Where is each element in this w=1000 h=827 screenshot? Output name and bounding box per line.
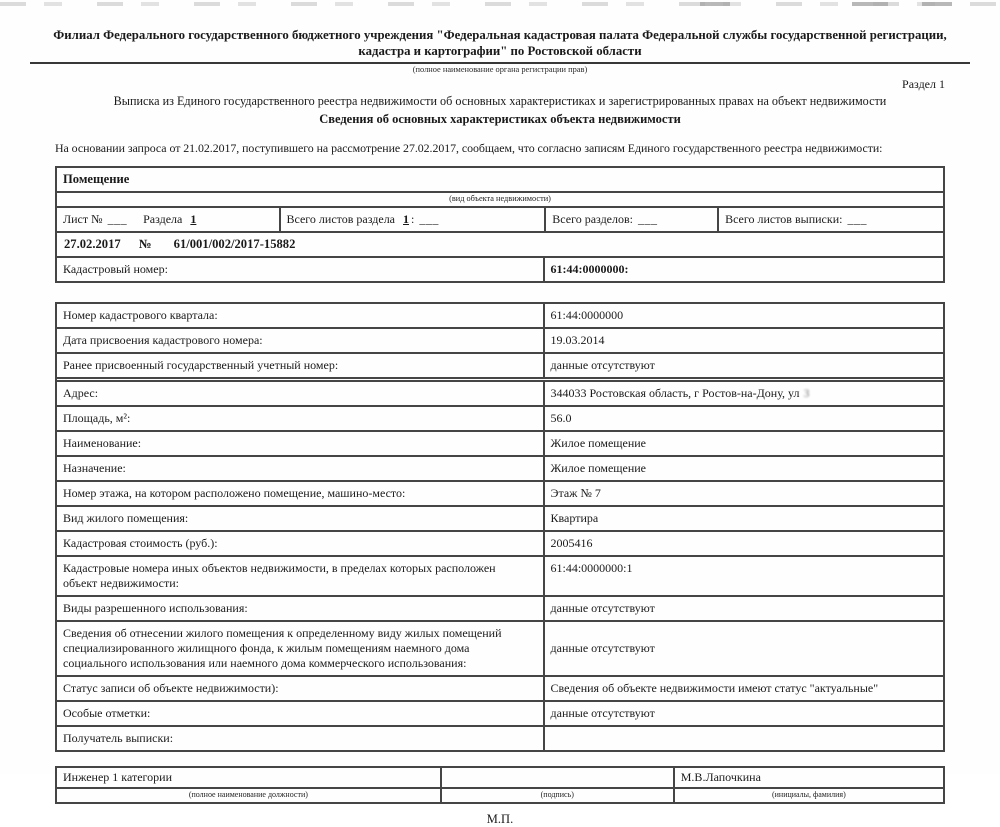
table-row: [57, 380, 943, 405]
row-label: Вид жилого помещения:: [63, 511, 189, 525]
sheet-label: Лист №: [63, 212, 103, 226]
header-rule: [30, 62, 970, 64]
extract-number: 61/001/002/2017-15882: [173, 237, 296, 251]
row-label: Получатель выписки:: [63, 731, 174, 745]
row-label: Номер этажа, на котором расположено помещение, машино-место:: [63, 486, 406, 500]
cadastral-number-row: [57, 256, 943, 281]
row-value: Жилое помещение: [543, 432, 943, 455]
table-row: [57, 327, 943, 352]
scan-edge-artifact: [922, 2, 952, 6]
object-type-caption-row: [57, 191, 943, 206]
row-label: Статус записи об объекте недвижимости):: [63, 681, 279, 695]
row-label: Сведения об отнесении жилого помещения к определенному виду жилых помещений специализированного жилищного фонда, к жилым помещениям наемного дома социального использования или наемного дома коммерческого использования:: [63, 626, 502, 670]
object-type-caption: (вид объекта недвижимости): [449, 194, 551, 203]
cadastral-number-value: 61:44:0000000:: [543, 258, 943, 281]
table-row: [57, 530, 943, 555]
signature-space: [440, 768, 673, 787]
cadastral-number-label: Кадастровый номер:: [63, 262, 168, 276]
request-date: 27.02.2017: [64, 237, 121, 251]
date-number-row: [57, 231, 943, 256]
row-label: Дата присвоения кадастрового номера:: [63, 333, 263, 347]
table-row: [57, 455, 943, 480]
signature-row: [57, 768, 943, 787]
org-name: Филиал Федерального государственного бюджетного учреждения "Федеральная кадастровая палата Федеральной службы государственной регистрации, кадастра и картографии" по Ростовской области: [53, 28, 947, 58]
sections-total-blank: ___: [638, 212, 658, 226]
numero-sign: №: [138, 237, 152, 251]
row-value: Сведения об объекте недвижимости имеют статус "актуальные": [543, 677, 943, 700]
table-row: [57, 505, 943, 530]
address-text: 344033 Ростовская область, г Ростов-на-Дону, ул: [550, 386, 800, 400]
row-value: 61:44:0000000: [543, 304, 943, 327]
row-value: [543, 727, 943, 750]
document-body: [55, 77, 945, 827]
table-row: [57, 595, 943, 620]
row-value: Этаж № 7: [543, 482, 943, 505]
table-row: [57, 620, 943, 675]
row-label: Ранее присвоенный государственный учетный номер:: [63, 358, 339, 372]
row-value: данные отсутствуют: [543, 702, 943, 725]
extract-sheets-total-blank: ___: [847, 212, 867, 226]
extract-subtitle: Сведения об основных характеристиках объекта недвижимости: [319, 112, 681, 126]
sheet-section-word: Раздела: [143, 212, 183, 226]
section-label: Раздел 1: [902, 77, 945, 91]
row-label: Наименование:: [63, 436, 142, 450]
row-value: Квартира: [543, 507, 943, 530]
section-sheets-total-number: 1: [403, 212, 410, 226]
row-label: Адрес:: [63, 386, 99, 400]
extract-title: Выписка из Единого государственного реестра недвижимости об основных характеристиках и зарегистрированных правах на объект недвижимости: [113, 94, 887, 108]
row-value: данные отсутствуют: [543, 597, 943, 620]
row-label: Назначение:: [63, 461, 126, 475]
row-value: данные отсутствуют: [543, 354, 943, 377]
initials-caption: (инициалы, фамилия): [673, 789, 943, 802]
section-sheets-total-cell: [279, 208, 545, 231]
table-row: [57, 430, 943, 455]
scan-edge-artifact: [0, 2, 1000, 6]
signature-table: [55, 766, 945, 804]
row-label: Площадь, м²:: [63, 411, 131, 425]
stamp-label: М.П.: [486, 812, 514, 826]
signature-position: Инженер 1 категории: [63, 770, 172, 784]
row-value: 61:44:0000000:1: [543, 557, 943, 595]
sections-total-label: Всего разделов:: [552, 212, 633, 226]
table-row: [57, 675, 943, 700]
table-row: [57, 304, 943, 327]
address-value: [543, 382, 943, 405]
sheet-section-number: 1: [190, 212, 197, 226]
details-table: [55, 302, 945, 752]
section-sheets-total-label: Всего листов раздела: [286, 212, 396, 226]
table-row: [57, 352, 943, 377]
row-label: Кадастровые номера иных объектов недвижимости, в пределах которых расположен объект недвижимости:: [63, 561, 496, 590]
row-value: 2005416: [543, 532, 943, 555]
org-name-caption: (полное наименование органа регистрации прав): [412, 65, 588, 74]
object-table: [55, 166, 945, 283]
row-value: 19.03.2014: [543, 329, 943, 352]
date-number-cell: [57, 233, 943, 256]
table-row: [57, 700, 943, 725]
row-label: Особые отметки:: [63, 706, 151, 720]
table-row: [57, 480, 943, 505]
signature-captions-row: [57, 787, 943, 802]
sheets-row: [57, 206, 943, 231]
table-row: [57, 555, 943, 595]
row-value: 56.0: [543, 407, 943, 430]
row-label: Номер кадастрового квартала:: [63, 308, 218, 322]
extract-sheets-total-cell: [717, 208, 943, 231]
extract-sheets-total-label: Всего листов выписки:: [725, 212, 843, 226]
sections-total-cell: [544, 208, 717, 231]
row-label: Кадастровая стоимость (руб.):: [63, 536, 218, 550]
intro-text: На основании запроса от 21.02.2017, поступившего на рассмотрение 27.02.2017, сообщаем, что согласно записям Единого государственного реестра недвижимости:: [55, 141, 883, 155]
signature-name: М.В.Лапочкина: [673, 768, 943, 787]
row-label: Виды разрешенного использования:: [63, 601, 248, 615]
scan-edge-artifact: [852, 2, 888, 6]
object-type-row: [57, 168, 943, 191]
position-caption: (полное наименование должности): [188, 790, 308, 799]
object-type: Помещение: [63, 172, 130, 186]
sheet-blank: ___: [107, 212, 128, 226]
table-row: [57, 405, 943, 430]
row-value: данные отсутствуют: [543, 622, 943, 675]
row-value: Жилое помещение: [543, 457, 943, 480]
section-sheets-total-colon: :: [411, 212, 415, 226]
address-redacted-char: З: [803, 386, 810, 400]
scan-edge-artifact: [700, 2, 730, 6]
section-sheets-total-blank: ___: [419, 212, 439, 226]
sign-caption: (подпись): [440, 789, 673, 802]
sheet-number-cell: [57, 208, 279, 231]
table-row: [57, 725, 943, 750]
